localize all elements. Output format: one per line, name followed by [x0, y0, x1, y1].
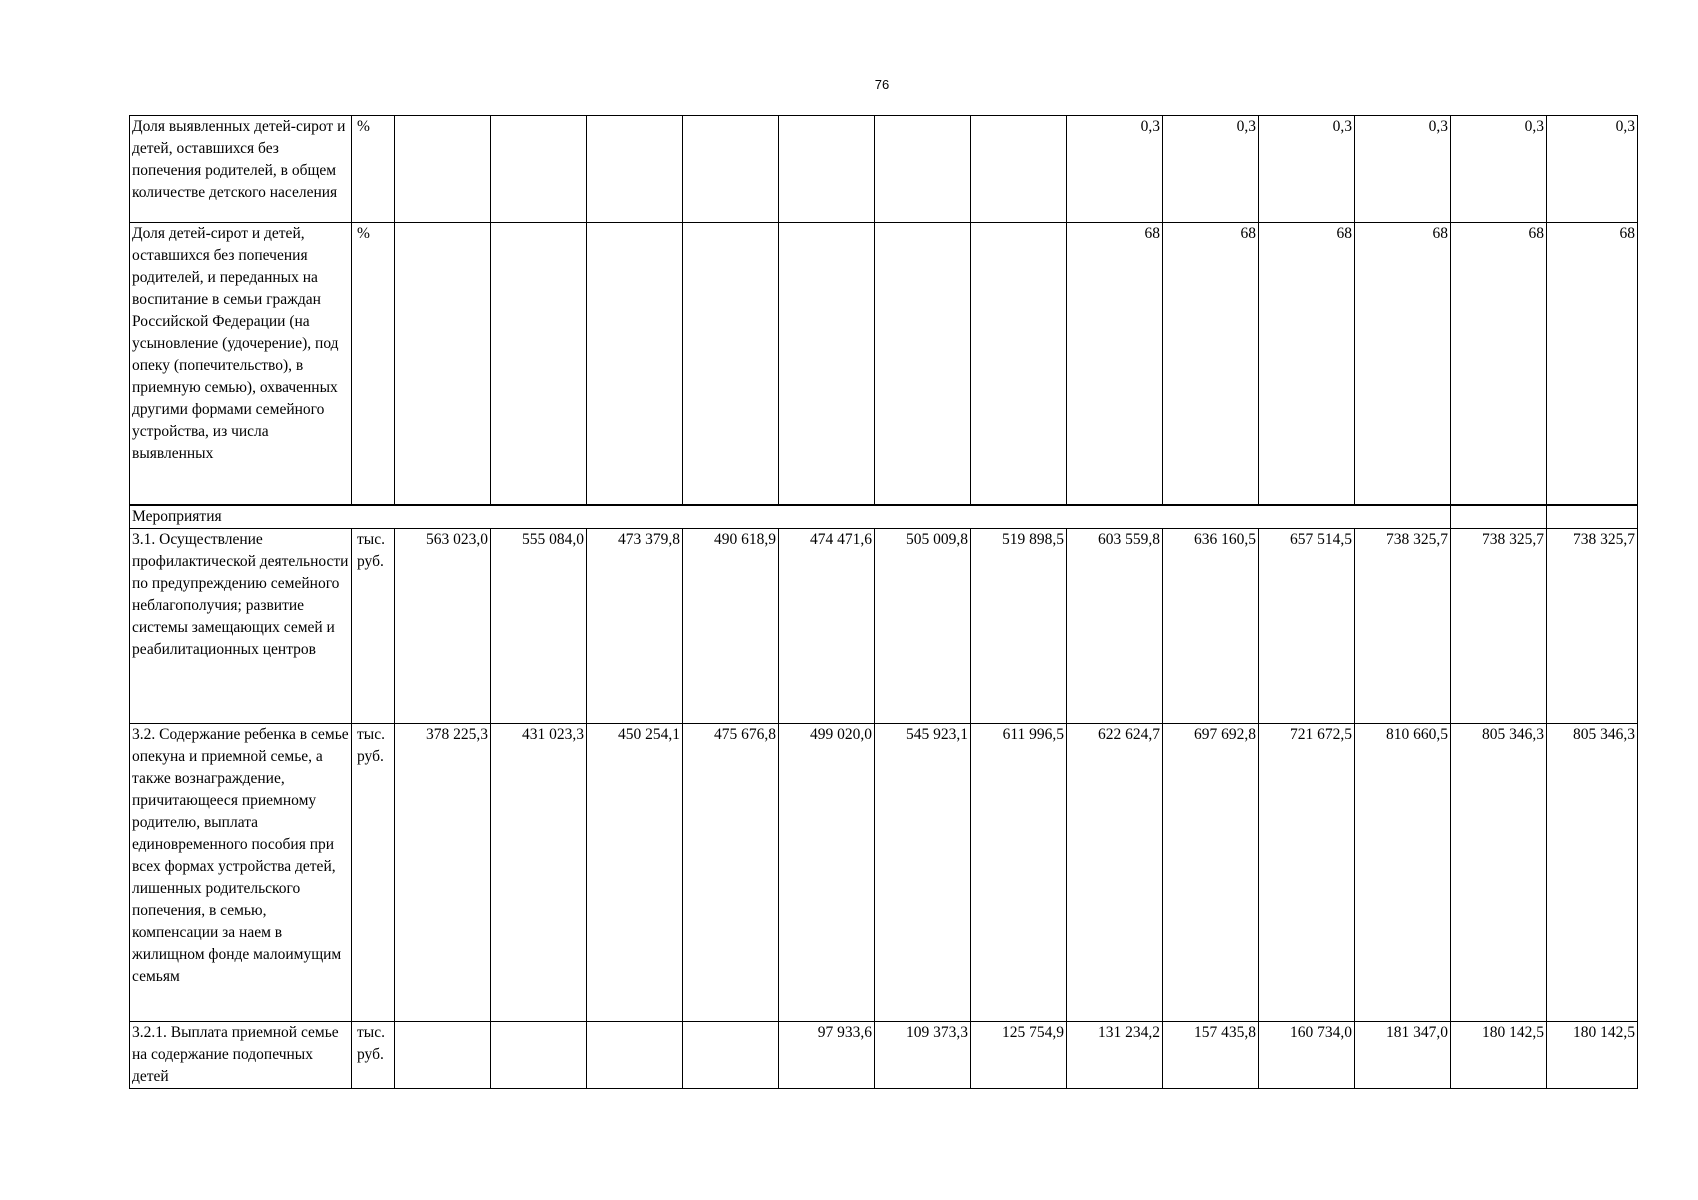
value-cell: 97 933,6: [779, 1021, 875, 1088]
section-header-row: [130, 505, 1638, 529]
value-cell: 810 660,5: [1355, 723, 1451, 1021]
unit-cell: тыс. руб.: [352, 1021, 395, 1088]
value-cell: [779, 116, 875, 223]
value-cell: 474 471,6: [779, 528, 875, 723]
value-cell: [491, 223, 587, 505]
value-cell: 490 618,9: [683, 528, 779, 723]
value-cell: 0,3: [1355, 116, 1451, 223]
value-cell: 68: [1163, 223, 1259, 505]
value-cell: [779, 223, 875, 505]
value-cell: 0,3: [1547, 116, 1638, 223]
program-indicators-table: [129, 115, 1638, 1089]
indicator-name: 3.2.1. Выплата приемной семье на содержание подопечных детей: [130, 1021, 352, 1088]
value-cell: [491, 1021, 587, 1088]
unit-cell: тыс. руб.: [352, 723, 395, 1021]
value-cell: 0,3: [1259, 116, 1355, 223]
unit-cell: тыс. руб.: [352, 528, 395, 723]
value-cell: [683, 1021, 779, 1088]
value-cell: 68: [1067, 223, 1163, 505]
value-cell: 555 084,0: [491, 528, 587, 723]
value-cell: [395, 116, 491, 223]
value-cell: 563 023,0: [395, 528, 491, 723]
unit-cell: %: [352, 116, 395, 223]
value-cell: 721 672,5: [1259, 723, 1355, 1021]
value-cell: 450 254,1: [587, 723, 683, 1021]
table-row: [130, 223, 1638, 505]
table-row: [130, 1021, 1638, 1088]
value-cell: 805 346,3: [1547, 723, 1638, 1021]
value-cell: 180 142,5: [1547, 1021, 1638, 1088]
indicator-name: 3.2. Содержание ребенка в семье опекуна и приемной семье, а также вознаграждение, причитающееся приемному родителю, выплата единовременного пособия при всех формах устройства детей, лишенных родительского попечения, в семью, компенсации за наем в жилищном фонде малоимущим семьям: [130, 723, 352, 1021]
value-cell: [875, 116, 971, 223]
value-cell: 109 373,3: [875, 1021, 971, 1088]
value-cell: 431 023,3: [491, 723, 587, 1021]
value-cell: 131 234,2: [1067, 1021, 1163, 1088]
value-cell: 603 559,8: [1067, 528, 1163, 723]
table-row: [130, 116, 1638, 223]
value-cell: 68: [1355, 223, 1451, 505]
value-cell: 519 898,5: [971, 528, 1067, 723]
value-cell: 657 514,5: [1259, 528, 1355, 723]
value-cell: 475 676,8: [683, 723, 779, 1021]
value-cell: 0,3: [1451, 116, 1547, 223]
value-cell: 611 996,5: [971, 723, 1067, 1021]
value-cell: 622 624,7: [1067, 723, 1163, 1021]
unit-cell: %: [352, 223, 395, 505]
value-cell: 499 020,0: [779, 723, 875, 1021]
page-number: 76: [874, 77, 890, 92]
value-cell: 181 347,0: [1355, 1021, 1451, 1088]
value-cell: 180 142,5: [1451, 1021, 1547, 1088]
indicator-name: Доля выявленных детей-сирот и детей, оставшихся без попечения родителей, в общем количестве детского населения: [130, 116, 352, 223]
value-cell: [683, 116, 779, 223]
value-cell: [683, 223, 779, 505]
value-cell: [587, 223, 683, 505]
value-cell: 378 225,3: [395, 723, 491, 1021]
section-label: Мероприятия: [130, 505, 1451, 529]
value-cell: 473 379,8: [587, 528, 683, 723]
value-cell: [587, 1021, 683, 1088]
indicator-name: Доля детей-сирот и детей, оставшихся без попечения родителей, и переданных на воспитание в семьи граждан Российской Федерации (на усыновление (удочерение), под опеку (попечительство), в приемную семью), охваченных другими формами семейного устройства, из числа выявленных: [130, 223, 352, 505]
value-cell: [491, 116, 587, 223]
value-cell: 68: [1547, 223, 1638, 505]
value-cell: 125 754,9: [971, 1021, 1067, 1088]
value-cell: 738 325,7: [1547, 528, 1638, 723]
value-cell: [587, 116, 683, 223]
value-cell: 805 346,3: [1451, 723, 1547, 1021]
indicator-name: 3.1. Осуществление профилактической деятельности по предупреждению семейного неблагополучия; развитие системы замещающих семей и реабилитационных центров: [130, 528, 352, 723]
value-cell: [395, 1021, 491, 1088]
value-cell: [395, 223, 491, 505]
value-cell: 738 325,7: [1451, 528, 1547, 723]
value-cell: 68: [1451, 223, 1547, 505]
value-cell: 157 435,8: [1163, 1021, 1259, 1088]
section-filler-cell: [1547, 505, 1638, 529]
table-row: [130, 723, 1638, 1021]
table-row: [130, 528, 1638, 723]
value-cell: [971, 116, 1067, 223]
value-cell: [971, 223, 1067, 505]
value-cell: 0,3: [1067, 116, 1163, 223]
value-cell: 505 009,8: [875, 528, 971, 723]
value-cell: 160 734,0: [1259, 1021, 1355, 1088]
value-cell: 738 325,7: [1355, 528, 1451, 723]
value-cell: 697 692,8: [1163, 723, 1259, 1021]
section-filler-cell: [1451, 505, 1547, 529]
value-cell: 0,3: [1163, 116, 1259, 223]
value-cell: 68: [1259, 223, 1355, 505]
value-cell: [875, 223, 971, 505]
value-cell: 545 923,1: [875, 723, 971, 1021]
value-cell: 636 160,5: [1163, 528, 1259, 723]
